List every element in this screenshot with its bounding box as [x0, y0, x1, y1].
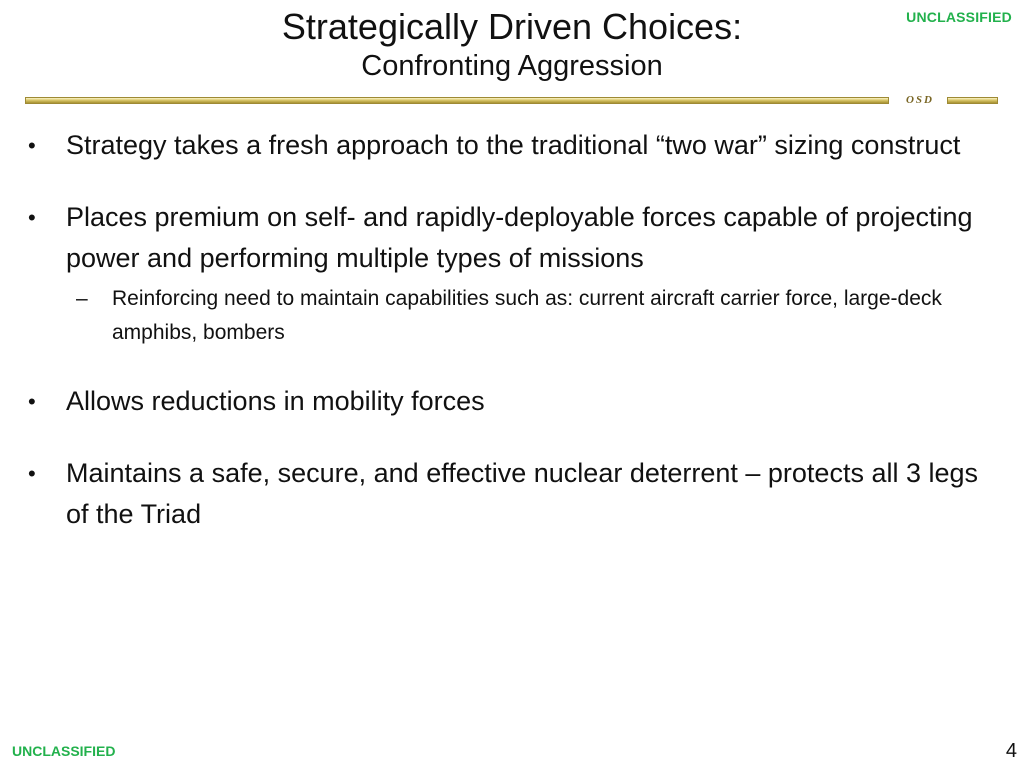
bullet-dot-icon: •: [28, 133, 36, 158]
classification-banner-top: UNCLASSIFIED: [906, 9, 1012, 25]
sub-bullet-dash-icon: –: [76, 287, 88, 310]
bullet-text: Strategy takes a fresh approach to the traditional “two war” sizing construct: [66, 130, 961, 160]
slide-title: Strategically Driven Choices:: [281, 6, 743, 47]
page-number: 4: [1005, 740, 1017, 762]
osd-logo: OSD: [905, 94, 934, 106]
bullet-text: Allows reductions in mobility forces: [66, 386, 485, 416]
divider-bar-right: [947, 97, 998, 104]
sub-bullet-item: [24, 282, 1000, 350]
bullet-text: Maintains a safe, secure, and effective nuclear deterrent – protects all 3 legs of the Triad: [66, 458, 979, 529]
divider-bar-left: [25, 97, 889, 104]
bullet-dot-icon: •: [28, 205, 36, 230]
title-block: [0, 6, 1024, 84]
bullet-item: [24, 197, 1000, 279]
bullet-item: [24, 381, 1000, 422]
bullet-text: Places premium on self- and rapidly-deployable forces capable of projecting power and performing multiple types of missions: [66, 202, 973, 273]
bullet-item: [24, 453, 1000, 535]
bullet-item: [24, 125, 1000, 166]
bullet-dot-icon: •: [28, 389, 36, 414]
bullet-list: [24, 125, 1000, 535]
title-divider: [25, 95, 998, 107]
classification-banner-bottom: UNCLASSIFIED: [12, 743, 116, 759]
bullet-dot-icon: •: [28, 461, 36, 486]
slide-subtitle: Confronting Aggression: [361, 50, 663, 82]
sub-bullet-text: Reinforcing need to maintain capabilities such as: current aircraft carrier force, large-deck amphibs, bombers: [112, 287, 942, 344]
